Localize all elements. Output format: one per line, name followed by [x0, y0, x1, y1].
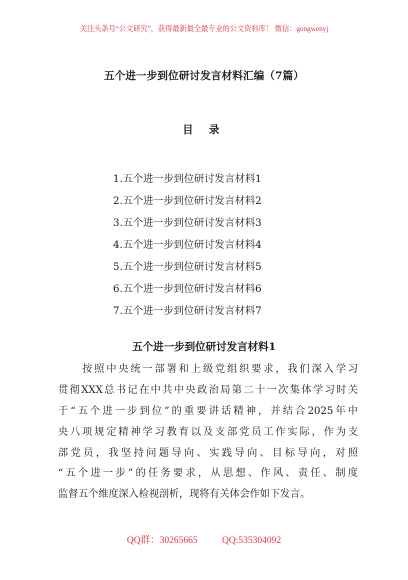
body-line: 央八项规定精神学习教育以及支部党员工作实际，作为支: [58, 426, 358, 438]
toc-item: 7.五个进一步到位研讨发言材料7: [113, 306, 262, 317]
toc-item: 1.五个进一步到位研讨发言材料1: [113, 174, 262, 185]
body-line: 贯彻XXX总书记在中共中央政治局第二十一次集体学习时关: [58, 384, 358, 396]
toc-item: 3.五个进一步到位研讨发言材料3: [113, 218, 262, 229]
document-title: 五个进一步到位研讨发言材料汇编（7篇）: [103, 70, 305, 82]
body-paragraph: [58, 360, 358, 506]
body-line: 于“五个进一步到位”的重要讲话精神，并结合2025年中: [58, 405, 358, 417]
table-of-contents: [113, 169, 262, 323]
section-title: 五个进一步到位研讨发言材料1: [132, 341, 276, 353]
toc-item: 5.五个进一步到位研讨发言材料5: [113, 262, 262, 273]
toc-heading: 目 录: [182, 124, 226, 136]
body-line: 监督五个维度深入检视剖析，现将有关体会作如下发言。: [58, 489, 311, 501]
footer-contact: [0, 532, 408, 546]
promo-banner: 关注头条号“公文研究”，获得最新最全最专业的公文资料库！ 微信：gongwenyj: [79, 25, 329, 33]
toc-item: 2.五个进一步到位研讨发言材料2: [113, 196, 262, 207]
qq-group-number: QQ群：30265665: [126, 536, 198, 546]
body-line: 按照中央统一部署和上级党组织要求，我们深入学习: [58, 364, 358, 375]
toc-item: 6.五个进一步到位研讨发言材料6: [113, 284, 262, 295]
body-line: “五个进一步”的任务要求，从思想、作风、责任、制度: [58, 468, 358, 480]
qq-number: QQ:535304092: [221, 536, 282, 546]
toc-item: 4.五个进一步到位研讨发言材料4: [113, 240, 262, 251]
body-line: 部党员，我坚持问题导向、实践导向、目标导向，对照: [58, 447, 358, 459]
